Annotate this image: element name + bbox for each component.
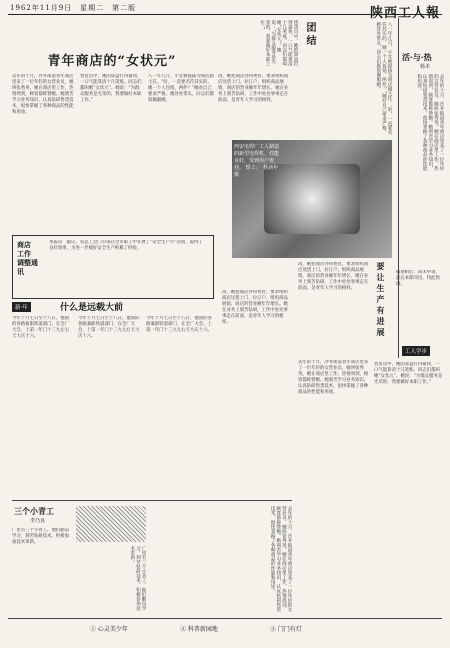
vertical-text-block-2: 八一年几月，小女被提拔为商店副主任。“哈，一直要名符其实的，她一个人包销，两件？”她对自己要求严格，她处处带头，同志们都很佩服她。 [375,22,392,135]
notice-title-line: 商店 [17,240,31,249]
bottom-vertical-text: 厂里有三个小青工，他们勤奋学习，刻苦钻研技术，积极参加技术革新。 [129,546,146,611]
right-lower-text-2: 售货员中，她的算盘打得最快，一口气能算清十几笔账。同志们都叫她“女状元”。她说：“为群众服务是光荣的，我要做好本职工作。” [374,362,443,385]
masthead: 陕西工人報 [369,6,440,21]
bottom-vertical-text-2: 去年的十月，沙井街道青年商店里来了一位年轻的女营业员，她叫张秀英。她在商店里工作，热情周到，顾客都称赞她。她刻苦学习业务知识，认真钻研售货技术，很快掌握了各种商品的性能和用途。 [270,506,292,612]
photo-caption: 西安电焊厂工人制造的新型电焊机，性能良好，受到用户欢迎。 焊工： 杨炳年摄 [234,144,280,178]
notice-box [12,235,214,299]
main-article-col-3: 八一年几月，小女被提拔为商店副主任。“哈，一直要名符其实的，她一个人包销，两件？”她对自己要求严格，她处处带头，同志们都很佩服她。 [148,74,214,103]
header-rule [8,14,442,15]
bottom-left-title: 三个小青工 [14,506,54,516]
right-middle-text-2: 稿费附后：尚未申请，兹在本期刊出，特此致谢。 [396,270,440,287]
notice-title-line: 工作 [17,249,31,258]
right-top-author: 杨本 [420,64,431,70]
column-article-text-3: 今年十月七日至十八日，他国的各路兼职铁道部门，在全厂大会、上第一年门十三九左右天大庆十六。 [146,316,212,333]
column-article-text: 今年十月七日至十八日，他国的各路兼职铁道部门，在全厂大会、上第一年门十三九左右天大庆十六。 [12,316,70,339]
right-middle-text: 改，她把商店办得更好，要求组织商店送货上门，拉订户，组织商品展销，商店的营业额年年增长。她在业务上刻苦钻研，工作中处处事事走在前面，是青年人学习的榜样。 [298,262,369,291]
notice-text: 本报讯 据记，省总工会门市部在全市职工中开展了“安全生产月”活动，取得了良好效果，为进一步搞好安全生产积累了经验。 [49,240,203,251]
column-article-title: 什么是远载大前 [60,303,124,313]
main-article-continuation: 改，她把商店办得更好，要求组织商店送货上门，拉订户，组织商品展销，商店的营业额年年增长。她在业务上刻苦钻研，工作中处处事事走在前面，是青年人学习的榜样。 [218,74,289,103]
vertical-title-2: 要让生产有进展 [376,262,386,339]
bottom-illustration [76,506,146,542]
equipment-photo [232,140,392,258]
footer-item: ③ 门门有灯 [270,626,302,633]
main-article-col-2: 售货员中，她的算盘打得最快，一口气能算清十几笔账。同志们都叫她“女状元”。她说：“为群众服务是光荣的，我要做好本职工作。” [80,74,142,103]
right-top-text: 去年的十月，沙井街道青年商店里来了一位年轻的女营业员，她叫张秀英。她在商店里工作，热情周到，顾客都称赞她。她刻苦学习业务知识，认真钻研售货技术，很快掌握了各种商品的性能和用途。 [416,74,444,171]
column-article-text-2: 今年十月七日至十八日，他国的各路兼职铁道部门，在全厂大会、上第一年门十三九左右天大庆十六。 [78,316,140,339]
vertical-headline: 团结 [304,22,315,48]
footer-item: ① 心灵美少年 [90,626,128,633]
bottom-left-text: 厂里有三个小青工，他们勤奋学习，刻苦钻研技术，积极参加技术革新。 [12,528,70,545]
right-top-title: 活·与·热 [402,52,432,62]
photo-banner: 工人学步 [402,346,430,356]
bottom-rule [12,500,292,501]
footer-item: ② 科普新园地 [180,626,218,633]
main-article-title: 青年商店的“女状元” [47,54,177,69]
notice-title [17,240,43,276]
main-article-col-1: 去年的十月，沙井街道青年商店里来了一位年轻的女营业员，她叫张秀英。她在商店里工作，热情周到，顾客都称赞她。她刻苦学习业务知识，认真钻研售货技术，很快掌握了各种商品的性能和用途。 [12,74,74,115]
footer-rule [8,618,442,619]
right-lower-text-1: 去年的十月，沙井街道青年商店里来了一位年轻的女营业员，她叫张秀英。她在商店里工作，热情周到，顾客都称赞她。她刻苦学习业务知识，认真钻研售货技术，很快掌握了各种商品的性能和用途。 [298,360,369,395]
bottom-left-byline: 李乃良 [30,518,46,524]
column-label: 新·年 [12,302,31,312]
column-article-text-4: 改，她把商店办得更好，要求组织商店送货上门，拉订户，组织商品展销，商店的营业额年年增长。她在业务上刻苦钻研，工作中处处事事走在前面，是青年人学习的榜样。 [222,290,288,325]
header-date: 1962年11月9日 星期二 第二版 [10,4,137,12]
vertical-text-block-1: 售货员中，她的算盘打得最快，一口气能算清十几笔账。同志们都叫她“女状元”。她说：“为群众服务是光荣的，我要做好本职工作。” [259,20,298,66]
notice-title-line: 调整通讯 [17,258,38,276]
